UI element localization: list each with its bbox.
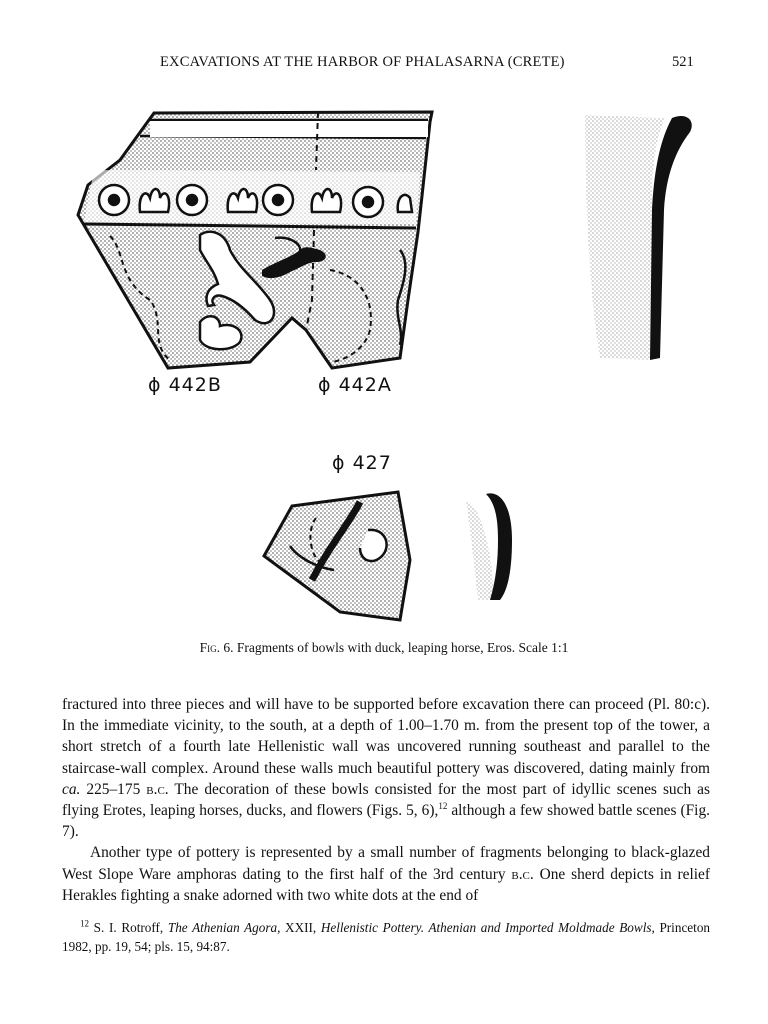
footnote-volume: XXII, [280,920,321,935]
footnote-ref: 12 [438,800,448,811]
caption-text: Fragments of bowls with duck, leaping horse, Eros. Scale 1:1 [236,640,569,655]
footnote-12 [62,918,710,956]
p1-text-a: fractured into three pieces and will have to be supported before excavation there can proceed (Pl. 80:c). In the immediate vicinity, to the south, at a depth of 1.00–1.70 m. from the present top of the tower, a short stretch of a fourth late Hellenistic wall was uncovered running southeast and parallel to the staircase-wall complex. Around these walls much beautiful pottery was discovered, dating mainly from [62,696,710,777]
label-442b: ϕ 442B [148,374,222,396]
profile-427 [466,493,512,600]
paragraph-1 [62,694,710,842]
body-text [62,694,710,906]
label-427: ϕ 427 [332,452,392,474]
page-number: 521 [672,54,694,70]
caption-prefix: Fig. 6. [199,640,234,655]
p2-text-a: Another type of pottery is represented by a small number of fragments belonging to black-glazed West Slope Ware amphoras dating to the first half of the 3rd century [62,844,710,883]
p1-text-d: although a few showed battle scenes (Fig. 7). [62,802,710,841]
page-header [0,54,768,78]
figure-6 [0,95,768,635]
p1-text-c: The decoration of these bowls consisted for the most part of idyllic scenes such as flying Erotes, leaping horses, ducks, and flowers (Figs. 5, 6), [62,780,710,820]
sherd-442-drawing [78,112,432,368]
p1-ca: ca. [62,780,81,798]
profile-442 [585,115,692,360]
footnote-number: 12 [80,918,89,929]
footnote-author: S. I. Rotroff, [89,920,168,935]
running-head: EXCAVATIONS AT THE HARBOR OF PHALASARNA (CRETE) [160,54,565,70]
figure-caption [0,640,768,656]
p2-text-b: One sherd depicts in relief Herakles fighting a snake adorned with two white dots at the end of [62,865,711,904]
footnote-pub: Princeton 1982, pp. 19, 54; pls. 15, 94:87. [62,920,711,954]
sherd-427-drawing [264,492,410,620]
paragraph-2 [62,842,710,906]
p1-bc: b.c. [146,780,169,798]
label-442a: ϕ 442A [318,374,392,396]
p2-bc: b.c. [511,865,534,883]
p1-text-b: 225–175 [80,780,147,798]
footnote-series: The Athenian Agora, [167,920,281,935]
footnote-title: Hellenistic Pottery. Athenian and Imported Moldmade Bowls, [320,920,655,935]
